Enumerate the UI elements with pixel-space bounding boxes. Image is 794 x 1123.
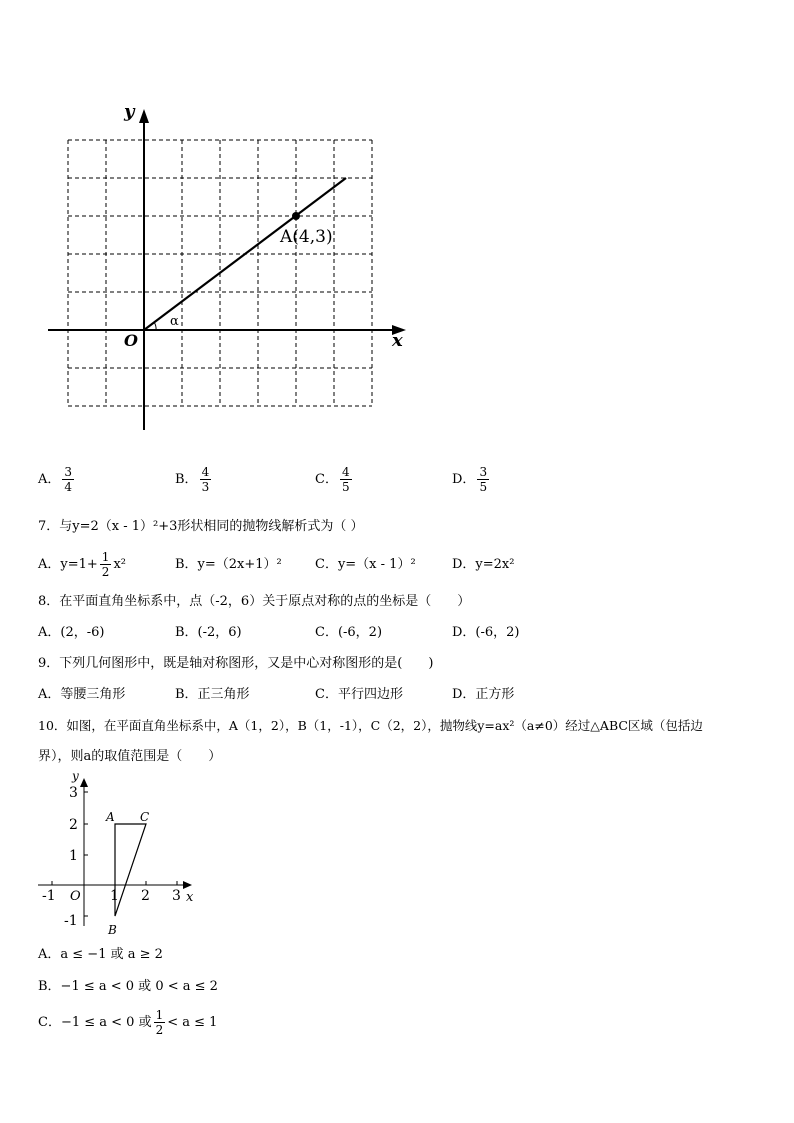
- q7-stem: 7．与y=2（x - 1）²+3形状相同的抛物线解析式为（ ）: [38, 519, 364, 534]
- q7-option-a[interactable]: [38, 550, 126, 579]
- option-letter: D．: [452, 472, 476, 487]
- vertex-label-c: C: [140, 810, 150, 824]
- q8-stem: 8．在平面直角坐标系中，点（-2，6）关于原点对称的点的坐标是（ ）: [38, 594, 471, 609]
- vertex-label-b: B: [108, 923, 117, 937]
- fraction: $\frac{4}{5}$: [341, 465, 350, 494]
- q6-option-d[interactable]: [452, 465, 491, 494]
- q6-option-b[interactable]: [175, 465, 213, 494]
- q6-option-c[interactable]: [315, 465, 354, 494]
- tick-x-3: 3: [172, 888, 181, 904]
- q7-option-d[interactable]: D．y=2x²: [452, 557, 515, 572]
- option-text: x²: [113, 557, 126, 572]
- option-letter: A．: [38, 472, 61, 487]
- y-axis-label: y: [72, 769, 79, 783]
- tick-x-2: 2: [141, 888, 150, 904]
- origin-label: O: [70, 889, 81, 904]
- q8-option-c[interactable]: C．(-6，2): [315, 625, 383, 640]
- q8-option-b[interactable]: B．(-2，6): [175, 625, 242, 640]
- tick-y-neg1: -1: [64, 913, 78, 929]
- option-text: A．y=1+: [38, 557, 98, 572]
- figure-2-triangle-plane: [36, 768, 206, 940]
- x-axis-arrow: [183, 881, 192, 889]
- q10-option-c[interactable]: [38, 1008, 217, 1037]
- point-a-label: A(4,3): [280, 227, 333, 247]
- fraction: $\frac{1}{2}$: [155, 1008, 164, 1037]
- option-letter: B．: [175, 472, 198, 487]
- option-letter: C．: [315, 472, 338, 487]
- x-axis-label: x: [186, 890, 194, 905]
- fraction: $\frac{1}{2}$: [101, 550, 110, 579]
- tick-y-2: 2: [69, 817, 78, 833]
- q10-stem-line-1: 10．如图，在平面直角坐标系中，A（1，2），B（1，-1），C（2，2），抛物线y=ax²（a≠0）经过△ABC区域（包括边: [38, 718, 703, 733]
- q9-stem: 9．下列几何图形中，既是轴对称图形，又是中心对称图形的是( ): [38, 656, 434, 671]
- option-text: C．−1 ≤ a < 0 或: [38, 1015, 152, 1030]
- q10-option-b[interactable]: B．−1 ≤ a < 0 或 0 < a ≤ 2: [38, 979, 218, 994]
- fraction: $\frac{4}{3}$: [201, 465, 210, 494]
- q9-option-c[interactable]: C．平行四边形: [315, 687, 403, 702]
- origin-label: O: [124, 331, 138, 350]
- fraction: $\frac{3}{4}$: [64, 465, 73, 494]
- q6-option-a[interactable]: [38, 465, 76, 494]
- figure-1-coordinate-grid: [40, 95, 420, 440]
- vertex-label-a: A: [106, 810, 115, 824]
- q8-option-d[interactable]: D．(-6，2): [452, 625, 520, 640]
- point-a: [292, 212, 300, 220]
- tick-y-3: 3: [69, 785, 78, 801]
- q8-option-a[interactable]: A．(2，-6): [38, 625, 105, 640]
- q9-option-d[interactable]: D．正方形: [452, 687, 515, 702]
- tick-y-1: 1: [69, 848, 78, 864]
- x-axis-label: x: [392, 330, 403, 351]
- angle-arc: [154, 322, 156, 330]
- tick-x-1: 1: [110, 888, 119, 904]
- q10-option-a[interactable]: A．a ≤ −1 或 a ≥ 2: [38, 947, 163, 962]
- y-axis-arrow: [80, 778, 88, 787]
- q9-option-a[interactable]: A．等腰三角形: [38, 687, 126, 702]
- q7-option-b[interactable]: B．y=（2x+1）²: [175, 557, 282, 572]
- y-axis-arrow: [139, 109, 149, 123]
- option-text: < a ≤ 1: [167, 1015, 218, 1030]
- angle-label: α: [170, 314, 179, 329]
- q9-option-b[interactable]: B．正三角形: [175, 687, 250, 702]
- q10-stem-line-2: 界），则a的取值范围是（ ）: [38, 749, 222, 764]
- fraction: $\frac{3}{5}$: [479, 465, 488, 494]
- y-axis-label: y: [124, 101, 135, 122]
- tick-x-neg1: -1: [42, 888, 56, 904]
- q7-option-c[interactable]: C．y=（x - 1）²: [315, 557, 416, 572]
